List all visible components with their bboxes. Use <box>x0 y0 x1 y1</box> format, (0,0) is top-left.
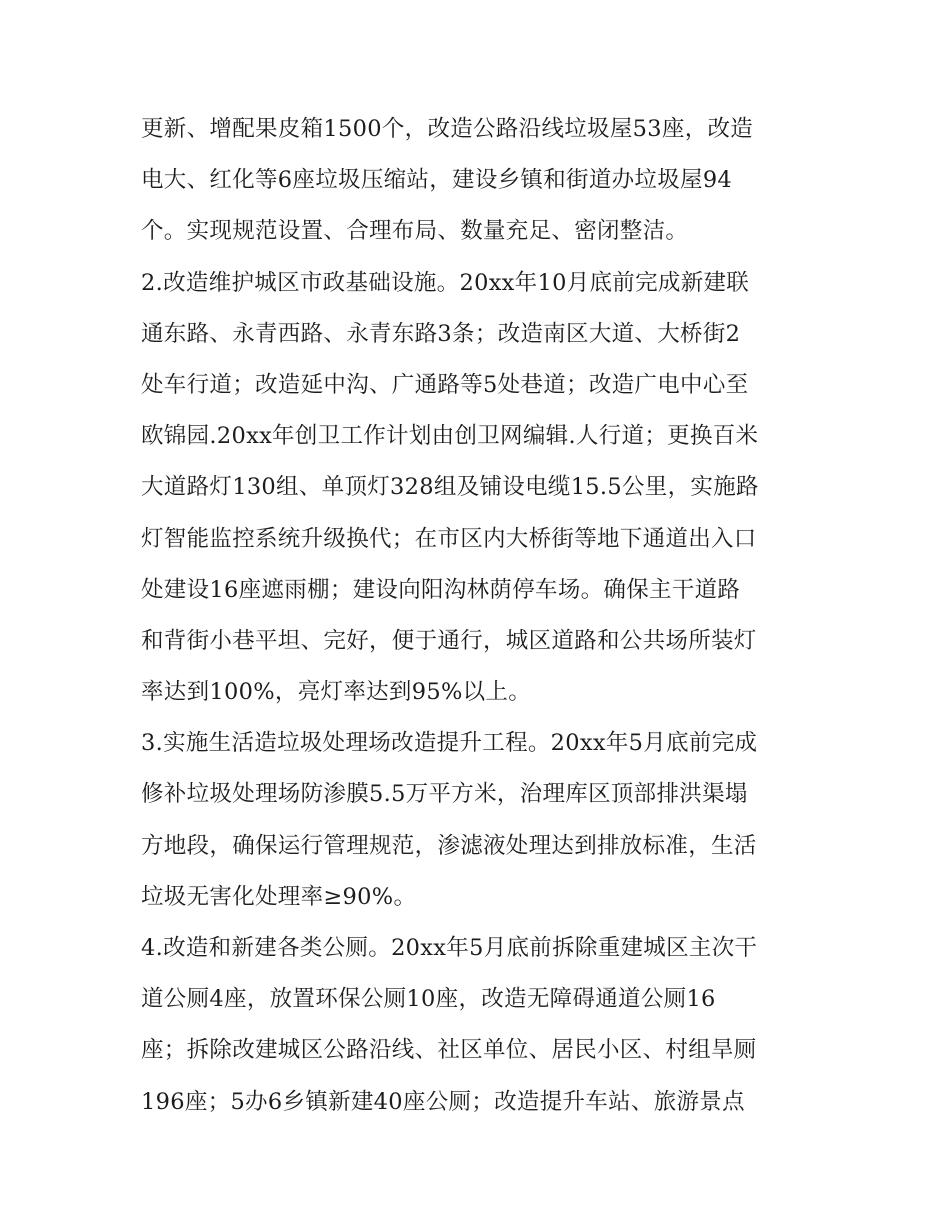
text-line: 道公厕4座，放置环保公厕10座，改造无障碍通道公厕16 <box>141 986 716 1013</box>
text-line: 修补垃圾处理场防渗膜5.5万平方米，治理库区顶部排洪渠塌 <box>141 781 748 808</box>
text-line: 更新、增配果皮箱1500个，改造公路沿线垃圾屋53座，改造 <box>141 116 754 142</box>
text-line: 座；拆除改建城区公路沿线、社区单位、居民小区、村组旱厕 <box>141 1037 757 1064</box>
text-line: 处建设16座遮雨棚；建设向阳沟林荫停车场。确保主干道路 <box>141 576 741 603</box>
section-4-heading-line: 4.改造和新建各类公厕。20xx年5月底前拆除重建城区主次干 <box>141 935 758 961</box>
text-line: 和背街小巷平坦、完好，便于通行，城区道路和公共场所装灯 <box>141 627 757 654</box>
text-line: 个。实现规范设置、合理布局、数量充足、密闭整洁。 <box>141 218 689 245</box>
text-line: 196座；5办6乡镇新建40座公厕；改造提升车站、旅游景点 <box>141 1088 745 1115</box>
section-2-heading-line: 2.改造维护城区市政基础设施。20xx年10月底前完成新建联 <box>141 269 750 296</box>
text-line: 电大、红化等6座垃圾压缩站，建设乡镇和街道办垃圾屋94 <box>141 167 733 194</box>
text-line: 率达到100%，亮灯率达到95%以上。 <box>141 679 532 706</box>
text-line: 灯智能监控系统升级换代；在市区内大桥街等地下通道出入口 <box>141 525 757 552</box>
document-body <box>141 104 821 1128</box>
text-line: 大道路灯130组、单顶灯328组及铺设电缆15.5公里，实施路 <box>141 474 759 501</box>
section-3-heading-line: 3.实施生活造垃圾处理场改造提升工程。20xx年5月底前完成 <box>141 730 758 757</box>
text-line: 方地段，确保运行管理规范，渗滤液处理达到排放标准，生活 <box>141 832 757 859</box>
text-line: 欧锦园.20xx年创卫工作计划由创卫网编辑.人行道；更换百米 <box>141 423 759 450</box>
text-line: 通东路、永青西路、永青东路3条；改造南区大道、大桥街2 <box>141 320 741 347</box>
text-line: 处车行道；改造延中沟、广通路等5处巷道；改造广电中心至 <box>141 371 749 398</box>
text-line: 垃圾无害化处理率≥90%。 <box>141 883 417 910</box>
